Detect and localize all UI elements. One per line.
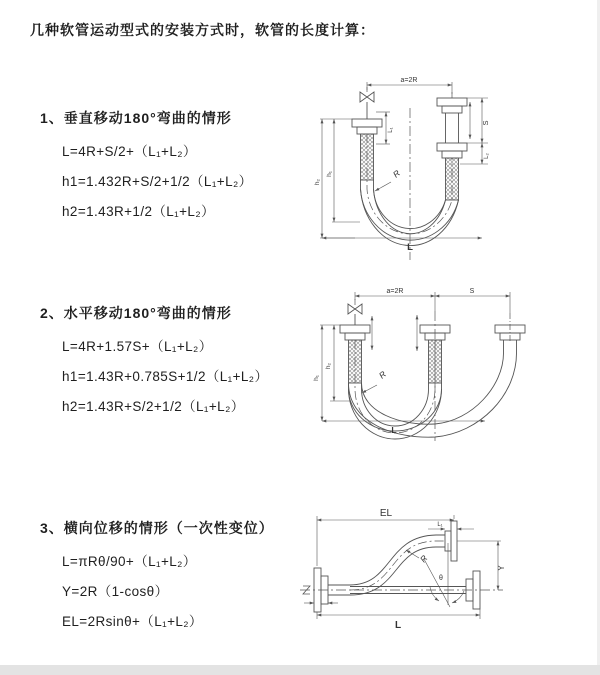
section-2-formula-h2: h2=1.43R+S/2+1/2（L₁+L₂）: [62, 399, 245, 414]
section-2-formula-h1: h1=1.43R+0.785S+1/2（L₁+L₂）: [62, 369, 269, 384]
diagram-horizontal-180-bend: [310, 283, 595, 448]
dimension-l-overall: [322, 421, 485, 435]
section-1-formula-L: L=4R+S/2+（L₁+L₂）: [62, 144, 197, 159]
dimension-h: [314, 119, 360, 238]
dim-label-s: S: [469, 288, 475, 295]
dimension-a2r-s: [355, 288, 510, 313]
dim-label-h2: h₂: [314, 178, 321, 186]
dim-label-y: Y: [497, 565, 506, 571]
dim-label-h2: h₂: [325, 362, 332, 370]
dimension-a2r: [367, 77, 452, 94]
valve-icon: [348, 304, 362, 325]
dim-label-h1: h₁: [326, 171, 333, 177]
dim-label-l: L: [407, 242, 413, 253]
diagram-lateral-displacement: [298, 503, 600, 648]
radius-callout: [362, 369, 388, 393]
dimension-el: [317, 508, 454, 566]
dimension-l-overall: [317, 609, 480, 631]
section-3-formula-EL: EL=2Rsinθ+（L₁+L₂）: [62, 614, 203, 629]
section-3-formula-L: L=πRθ/90+（L₁+L₂）: [62, 554, 197, 569]
dim-label-theta: θ: [439, 575, 443, 582]
dimension-h: [313, 325, 350, 421]
angle-theta: [424, 543, 464, 607]
dim-label-l: L: [394, 620, 402, 631]
dim-label-el: EL: [379, 508, 393, 519]
section-1-formula-h1: h1=1.432R+S/2+1/2（L₁+L₂）: [62, 174, 253, 189]
section-1-heading: 1、垂直移动180°弯曲的情形: [40, 110, 232, 126]
dim-label-l2: L₂: [484, 153, 490, 159]
section-2-heading: 2、水平移动180°弯曲的情形: [40, 305, 232, 321]
page-title: 几种软管运动型式的安装方式时，软管的长度计算：: [30, 22, 375, 38]
radius-callout: [375, 168, 402, 191]
dim-label-r: R: [376, 368, 388, 381]
dim-label-l: L: [391, 425, 397, 435]
dim-label-r: R: [417, 553, 430, 565]
diagram-vertical-180-bend: [310, 72, 595, 267]
section-2-formula-L: L=4R+1.57S+（L₁+L₂）: [62, 339, 213, 354]
section-3-heading: 3、横向位移的情形（一次性变位）: [40, 520, 274, 536]
dimension-l-overall: [322, 238, 482, 253]
dim-label-h1: h₁: [313, 375, 320, 381]
fitting-length-dims: [372, 315, 417, 351]
dim-label-a2r: a=2R: [400, 77, 418, 84]
dim-label-l1: L₁: [437, 522, 443, 528]
dim-label-r: R: [390, 167, 402, 180]
section-1-formula-h2: h2=1.43R+1/2（L₁+L₂）: [62, 204, 215, 219]
dimension-s-l2: [460, 98, 490, 164]
dim-label-l1: L₁: [388, 127, 394, 133]
hose-displaced-position: [350, 521, 457, 595]
right-pipe-assembly: [437, 92, 467, 200]
dim-label-s: S: [481, 120, 490, 126]
dimension-l1: [376, 112, 394, 144]
dimension-y: [457, 541, 506, 590]
section-3-formula-Y: Y=2R（1-cosθ）: [62, 584, 169, 599]
valve-icon: [360, 87, 374, 119]
dim-label-a2r: a=2R: [386, 288, 404, 295]
page-bottom-edge: [0, 665, 600, 675]
